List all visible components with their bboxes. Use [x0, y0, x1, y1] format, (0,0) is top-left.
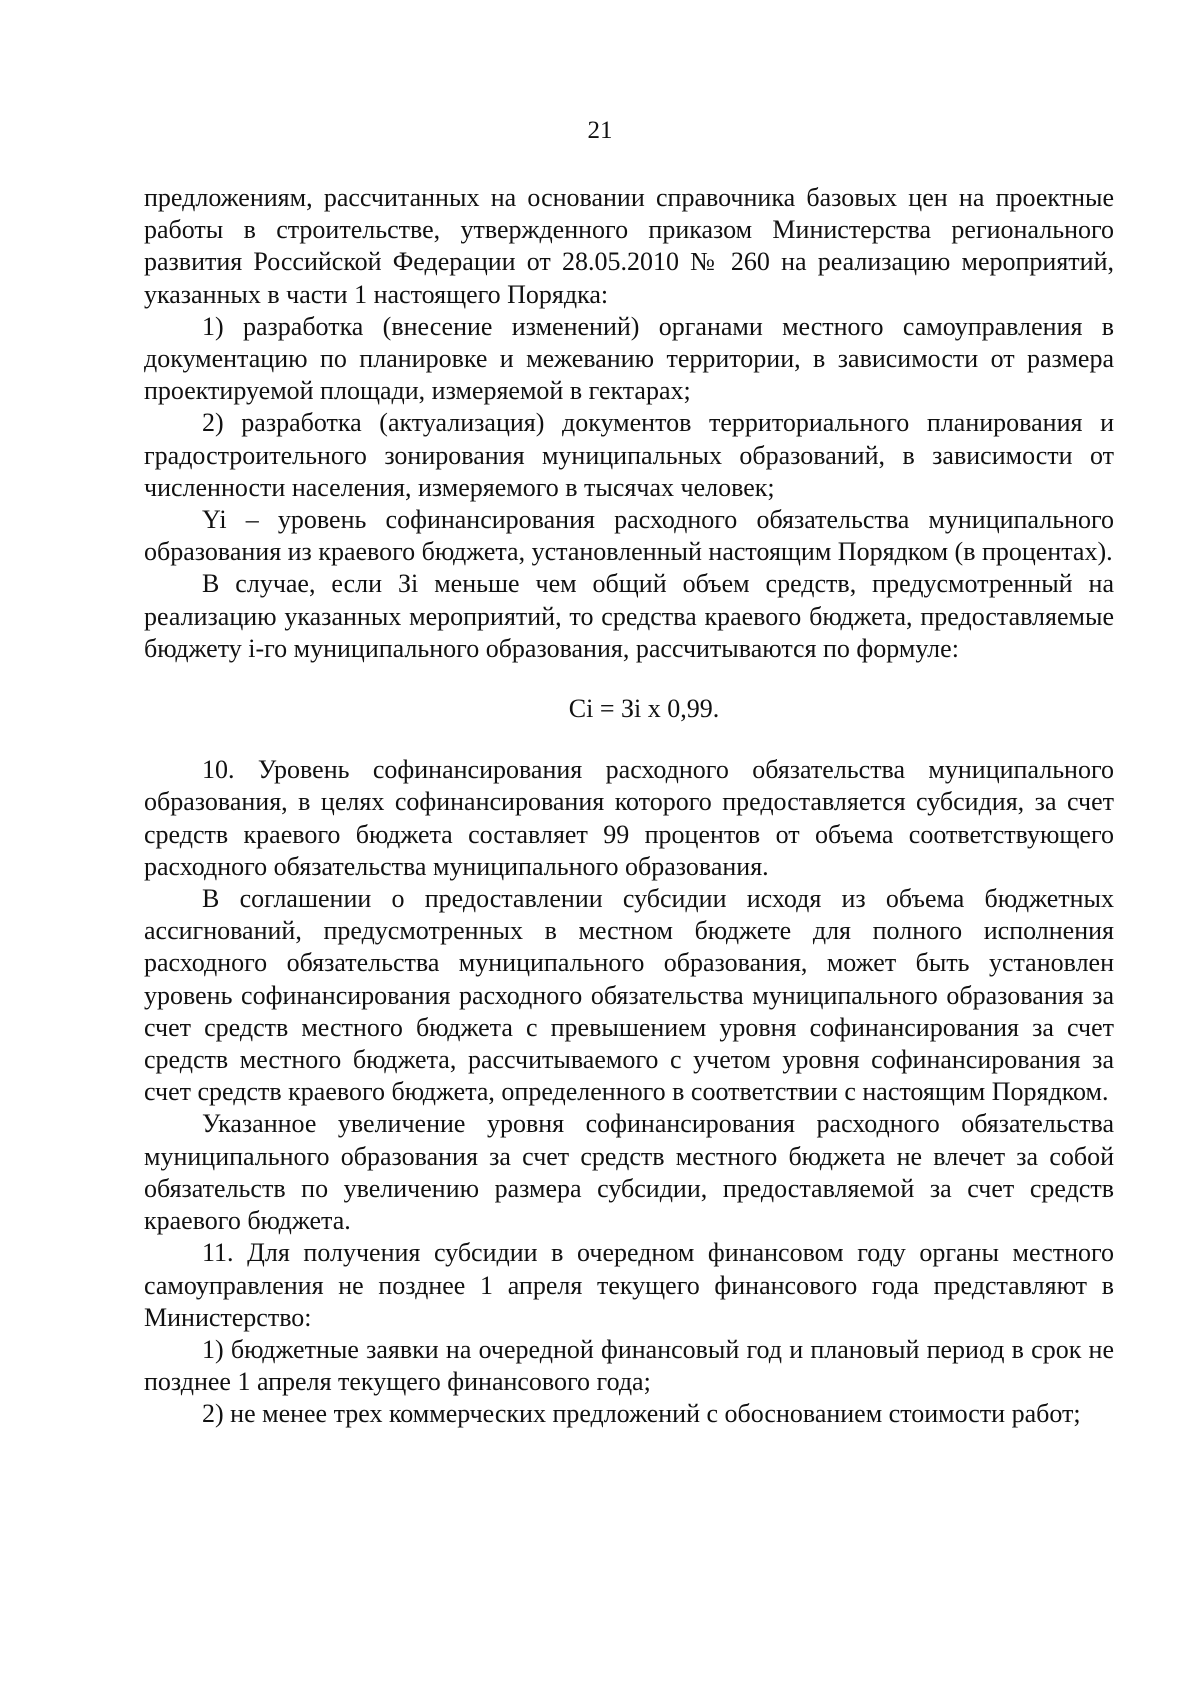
formula: Ci = Зi x 0,99. — [568, 694, 720, 724]
list-item-2: 2) разработка (актуализация) документов территориального планирования и градостроительного зонирования муниципальных образований, в зависимости от численности населения, измеряемого в тысячах человек; — [144, 408, 1114, 502]
paragraph-agreement: В соглашении о предоставлении субсидии исходя из объема бюджетных ассигнований, предусмотренных в местном бюджете для полного исполнения расходного обязательства муниципального образования, может быть установлен уровень софинансирования расходного обязательства муниципального образования за счет средств местного бюджета с превышением уровня софинансирования за счет средств местного бюджета, рассчитываемого с учетом уровня софинансирования за счет средств краевого бюджета, определенного в соответствии с настоящим Порядком. — [144, 884, 1114, 1107]
paragraph-increase: Указанное увеличение уровня софинансирования расходного обязательства муниципального образования за счет средств местного бюджета не влечет за собой обязательств по увеличению размера субсидии, предоставляемой за счет средств краевого бюджета. — [144, 1109, 1114, 1236]
list-item-1: 1) разработка (внесение изменений) органами местного самоуправления в документацию по планировке и межеванию территории, в зависимости от размера проектируемой площади, измеряемой в гектарах; — [144, 311, 1114, 406]
section-10: 10. Уровень софинансирования расходного обязательства муниципального образования, в целях софинансирования которого предоставляется субсидия, за счет средств краевого бюджета составляет 99 процентов от объема соответствующего расходного обязательства муниципального образования. — [144, 755, 1114, 881]
page-number: 21 — [587, 117, 613, 144]
section-11: 11. Для получения субсидии в очередном финансовом году органы местного самоуправления не позднее 1 апреля текущего финансового года представляют в Министерство: — [144, 1238, 1114, 1332]
definition-yi: Yi – уровень софинансирования расходного обязательства муниципального образования из краевого бюджета, установленный настоящим Порядком (в процентах). — [144, 505, 1114, 567]
body-text — [144, 182, 1114, 1431]
paragraph-condition: В случае, если Зi меньше чем общий объем средств, предусмотренный на реализацию указанных мероприятий, то средства краевого бюджета, предоставляемые бюджету i-го муниципального образования, рассчитываются по формуле: — [144, 569, 1114, 663]
section-11-item-1: 1) бюджетные заявки на очередной финансовый год и плановый период в срок не позднее 1 апреля текущего финансового года; — [144, 1334, 1114, 1397]
paragraph-continuation: предложениям, рассчитанных на основании справочника базовых цен на проектные работы в строительстве, утвержденного приказом Министерства регионального развития Российской Федерации от 28.05.2010 № 260 на реализацию мероприятий, указанных в части 1 настоящего Порядка: — [144, 183, 1114, 309]
section-11-item-2: 2) не менее трех коммерческих предложений с обоснованием стоимости работ; — [202, 1399, 1081, 1429]
